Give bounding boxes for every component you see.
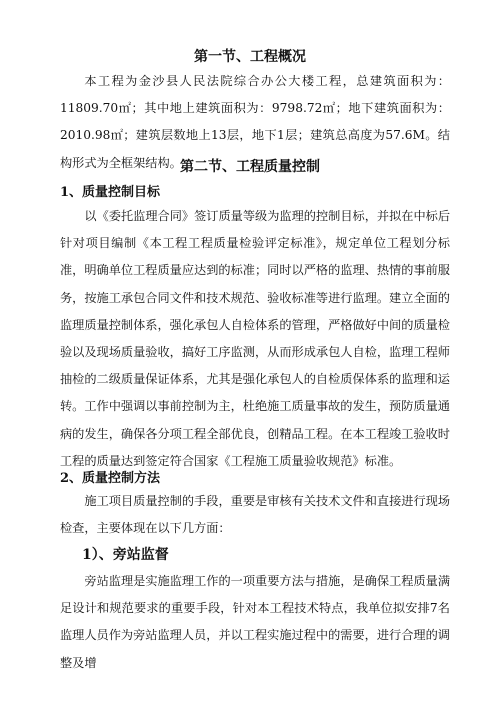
item-1-paragraph: 旁站监理是实施监理工作的一项重要方法与措施，是确保工程质量满足设计和规范要求的重要手段，针对本工程技术特点，我单位拟安排7名监理人员作为旁站监理人员，并以工程实施过程中的需要，进行合理的调整及增 [60, 574, 451, 670]
section-2-title: 第二节、工程质量控制 [180, 159, 320, 175]
item-1-title: 1）、旁站监督 [82, 547, 169, 563]
subsection-1-title: 1、质量控制目标 [60, 185, 161, 200]
subsection-2-paragraph: 施工项目质量控制的手段，重要是审核有关技术文件和直接进行现场检查，主要体现在以下几方面： [60, 494, 451, 536]
subsection-2-title: 2、质量控制方法 [60, 471, 161, 486]
section-1-title: 第一节、工程概况 [194, 49, 306, 65]
subsection-1-paragraph: 以《委托监理合同》签订质量等级为监理的控制目标，并拟在中标后针对项目编制《本工程工程质量检验评定标准》，规定单位工程划分标准，明确单位工程质量应达到的标准；同时以严格的监理、热情的事前服务，按施工承包合同文件和技术规范、验收标准等进行监理。建立全面的监理质量控制体系，强化承包人自检体系的管理，严格做好中间的质量检验以及现场质量验收，搞好工序监测，从而形成承包人自检，监理工程师抽检的二级质量保证体系，尤其是强化承包人的自检质保体系的监理和运转。工作中强调以事前控制为主，杜绝施工质量事故的发生，预防质量通病的发生，确保各分项工程全部优良，创精品工程。在本工程竣工验收时工程的质量达到签定符合国家《工程施工质量验收规范》标准。 [60, 209, 451, 468]
section-1-paragraph: 本工程为金沙县人民法院综合办公大楼工程，总建筑面积为：11809.70㎡；其中地上建筑面积为：9798.72㎡；地下建筑面积为：2010.98㎡；建筑层数地上13层，地下1层；建筑总高度为57.6M。结构形式为全框架结构。 [60, 74, 450, 170]
